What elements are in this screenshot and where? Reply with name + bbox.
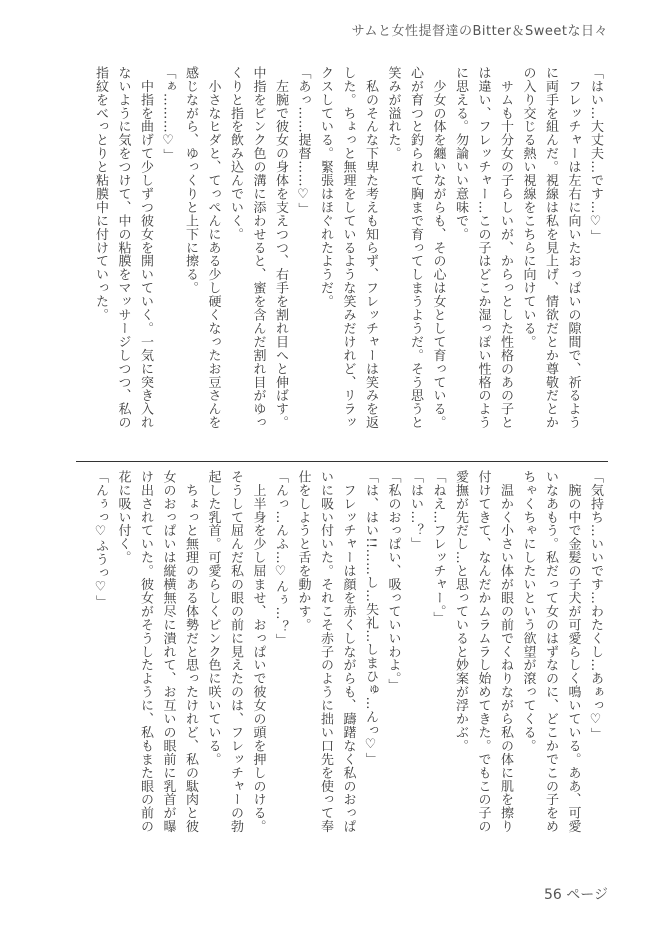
text-line: の入り交じる熱い視線をこちらに向けている。: [520, 66, 536, 349]
text-line: クスしている。緊張はほぐれたようだ。: [318, 66, 333, 309]
text-line: 「は、はい!!……し…失礼…しまひゅ…んっ♡」: [363, 470, 378, 766]
text-line: ちょっと無理のある体勢だと思ったけれど、私の駄肉と彼: [183, 470, 198, 834]
text-line: 起した乳首。可愛らしくピンク色に咲いている。: [205, 470, 221, 766]
text-line: いなあもう。私だって女のはずなのに、どこかでこの子をめ: [543, 470, 558, 834]
text-line: 「あっ……提督……♡」: [295, 66, 311, 216]
text-line: 「ねえ…フレッチャー。」: [430, 470, 446, 625]
text-line: サムも十分女の子らしいが、からっとした性格のあの子と: [498, 66, 513, 430]
text-line: 「はい…？」: [408, 470, 423, 551]
text-line: 温かく小さい体が眼の前でくねりながら私の体に肌を擦り: [498, 470, 513, 834]
text-line: に思える。勿論いい意味で。: [453, 66, 468, 241]
text-line: くりと指を飲み込んでいく。: [228, 66, 243, 241]
text-line: 中指を曲げて少しずつ彼女を開いていく。一気に突き入れ: [138, 66, 153, 430]
page-number: 56 ページ: [544, 887, 608, 903]
text-line: 「気持ち…いいです…わたくし…あぁっ♡」: [588, 470, 603, 741]
text-line: 笑みが溢れた。: [385, 66, 401, 161]
text-line: 「私のおっぱい、吸っていいわよ。」: [385, 470, 401, 693]
text-line: 少女の体を纏いながらも、その心は女として育っている。: [430, 66, 446, 430]
text-block-top: [86, 66, 606, 452]
text-line: に両手を組んだ。視線は私を見上げ、情欲だとか尊敬だとか: [543, 66, 558, 430]
text-line: 「はい…大丈夫…です…♡」: [588, 66, 603, 243]
text-line: 腕の中で金髪の子犬が可愛らしく鳴いている。ああ、可愛: [565, 470, 581, 834]
text-block-bottom: [86, 470, 606, 856]
section-divider: [76, 461, 608, 462]
text-line: 愛撫が先だし…と思っていると妙案が浮かぶ。: [453, 470, 468, 753]
text-line: 上半身を少し屈ませ、おっぱいで彼女の頭を押しのける。: [250, 470, 266, 834]
text-line: ないように気をつけて、中の粘膜をマッサージしつつ、私の: [115, 66, 131, 430]
text-line: 女のおっぱいは縦横無尽に潰れて、お互いの眼前に乳首が曝: [160, 470, 176, 834]
text-line: した。ちょっと無理をしているような笑みだけれど、リラッ: [340, 66, 356, 430]
text-line: 「ぁ………♡」: [160, 66, 176, 163]
text-line: 中指をピンク色の溝に添わせると、蜜を含んだ割れ目がゆっ: [250, 66, 266, 430]
text-line: そうして屈んだ私の眼の前に見えたのは、フレッチャーの勃: [228, 470, 243, 834]
text-line: は違い、フレッチャー…この子はどこか湿っぽい性格のよう: [475, 66, 491, 430]
text-line: 「んぅっ♡ふうっ♡」: [93, 470, 108, 609]
text-line: いに吸い付いた。それこそ赤子のように拙い口先を使って奉: [318, 470, 333, 834]
text-line: ちゃくちゃにしたいという欲望が滾ってくる。: [520, 470, 536, 753]
text-line: フレッチャーは顔を赤くしながらも、躊躇なく私のおっぱ: [340, 470, 356, 834]
text-line: 花に吸い付く。: [115, 470, 131, 565]
text-line: フレッチャーは左右に向いたおっぱいの隙間で、祈るよう: [565, 66, 581, 430]
text-line: 左腕で彼女の身体を支えつつ、右手を割れ目へと伸ばす。: [273, 66, 288, 430]
text-line: 「んっ…んふ…♡んぅ…？」: [273, 470, 288, 647]
book-title-header: サムと女性提督達のBitter＆Sweetな日々: [351, 24, 608, 39]
text-line: 小さなヒダと、てっぺんにある少し硬くなったお豆さんを: [205, 66, 221, 430]
text-line: 付けてきて、なんだかムラムラし始めてきた。でもこの子の: [475, 470, 491, 834]
text-line: 指紋をべっとりと粘膜中に付けていった。: [93, 66, 108, 322]
text-line: 仕をしようと舌を動かす。: [295, 470, 311, 632]
text-line: 心が育つと釣られて胸まで育ってしまうようだ。そう思うと: [408, 66, 423, 430]
text-line: 感じながら、ゆっくりと上下に擦る。: [183, 66, 198, 295]
text-line: 私のそんな下卑た考えも知らず、フレッチャーは笑みを返: [363, 66, 378, 430]
text-line: け出されていた。彼女がそうしたように、私もまた眼の前の: [138, 470, 153, 834]
